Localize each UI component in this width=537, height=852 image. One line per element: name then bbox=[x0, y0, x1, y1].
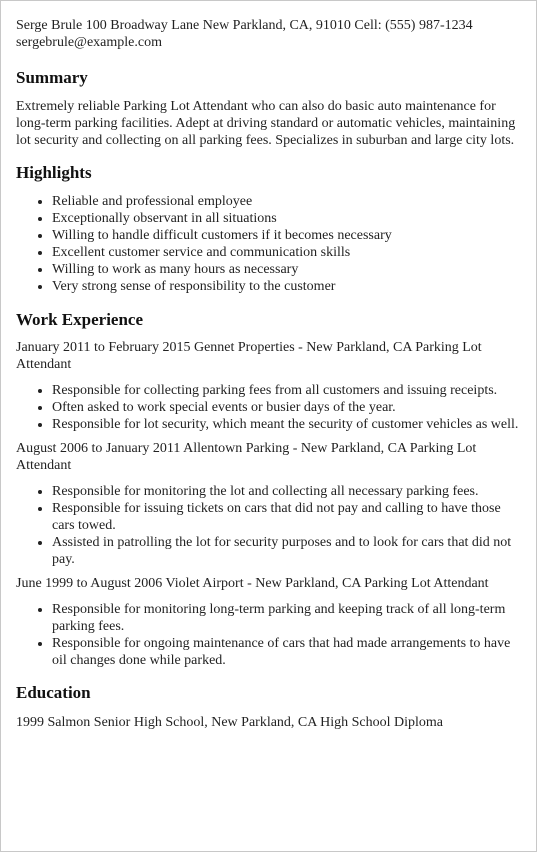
job-bullets bbox=[16, 382, 520, 433]
job-title: Parking Lot Attendant bbox=[16, 441, 477, 473]
job-bullet: • Responsible for issuing tickets on cars that did not pay and calling to have those cars towed. bbox=[52, 500, 520, 534]
contact-cell: Cell: (555) 987-1234 bbox=[354, 18, 473, 33]
highlight-item: • Willing to handle difficult customers if it becomes necessary bbox=[52, 227, 520, 244]
job-dates: August 2006 to January 2011 bbox=[16, 441, 181, 456]
job-company: Allentown Parking - New Parkland, CA bbox=[183, 441, 407, 456]
job-bullet: • Responsible for monitoring long-term parking and keeping track of all long-term parking fees. bbox=[52, 601, 520, 635]
education-entry bbox=[16, 714, 520, 731]
highlights-list bbox=[16, 193, 520, 295]
highlight-item: • Willing to work as many hours as necessary bbox=[52, 261, 520, 278]
highlight-item: • Very strong sense of responsibility to the customer bbox=[52, 278, 520, 295]
job-bullet: • Responsible for ongoing maintenance of cars that had made arrangements to have oil changes done while parked. bbox=[52, 635, 520, 669]
job-company: Gennet Properties - New Parkland, CA bbox=[193, 340, 412, 355]
job-title: Parking Lot Attendant bbox=[16, 340, 482, 372]
job-bullet: • Assisted in patrolling the lot for security purposes and to look for cars that did not pay. bbox=[52, 534, 520, 568]
job-bullets bbox=[16, 601, 520, 669]
education-school: Salmon Senior High School, New Parkland, CA bbox=[47, 715, 317, 730]
contact-address: 100 Broadway Lane New Parkland, CA, 91010 bbox=[85, 18, 351, 33]
contact-block bbox=[16, 17, 520, 51]
highlight-item: • Exceptionally observant in all situations bbox=[52, 210, 520, 227]
summary-text: Extremely reliable Parking Lot Attendant who can also do basic auto maintenance for long-term parking facilities. Adept at driving standard or automatic vehicles, maintaining lot security and collecting on all parking fees. Specializes in suburban and large city lots. bbox=[16, 99, 516, 148]
job-dates: June 1999 to August 2006 bbox=[16, 576, 163, 591]
job-header bbox=[16, 440, 520, 474]
education-degree: High School Diploma bbox=[320, 715, 443, 730]
highlight-item: • Excellent customer service and communication skills bbox=[52, 244, 520, 261]
education-heading: Education bbox=[16, 683, 91, 702]
job-title: Parking Lot Attendant bbox=[364, 576, 489, 591]
job-company: Violet Airport - New Parkland, CA bbox=[165, 576, 361, 591]
job-header bbox=[16, 339, 520, 373]
education-year: 1999 bbox=[16, 715, 44, 730]
highlights-heading: Highlights bbox=[16, 163, 92, 182]
job-bullet: • Often asked to work special events or busier days of the year. bbox=[52, 399, 520, 416]
job-bullet: • Responsible for collecting parking fees from all customers and issuing receipts. bbox=[52, 382, 520, 399]
job-header bbox=[16, 575, 520, 592]
summary-heading: Summary bbox=[16, 68, 88, 87]
contact-name: Serge Brule bbox=[16, 18, 83, 33]
contact-email: sergebrule@example.com bbox=[16, 35, 162, 50]
work-heading: Work Experience bbox=[16, 310, 144, 329]
job-bullets bbox=[16, 483, 520, 568]
job-bullet: • Responsible for lot security, which meant the security of customer vehicles as well. bbox=[52, 416, 520, 433]
job-bullet: • Responsible for monitoring the lot and collecting all necessary parking fees. bbox=[52, 483, 520, 500]
highlight-item: • Reliable and professional employee bbox=[52, 193, 520, 210]
job-dates: January 2011 to February 2015 bbox=[16, 340, 191, 355]
